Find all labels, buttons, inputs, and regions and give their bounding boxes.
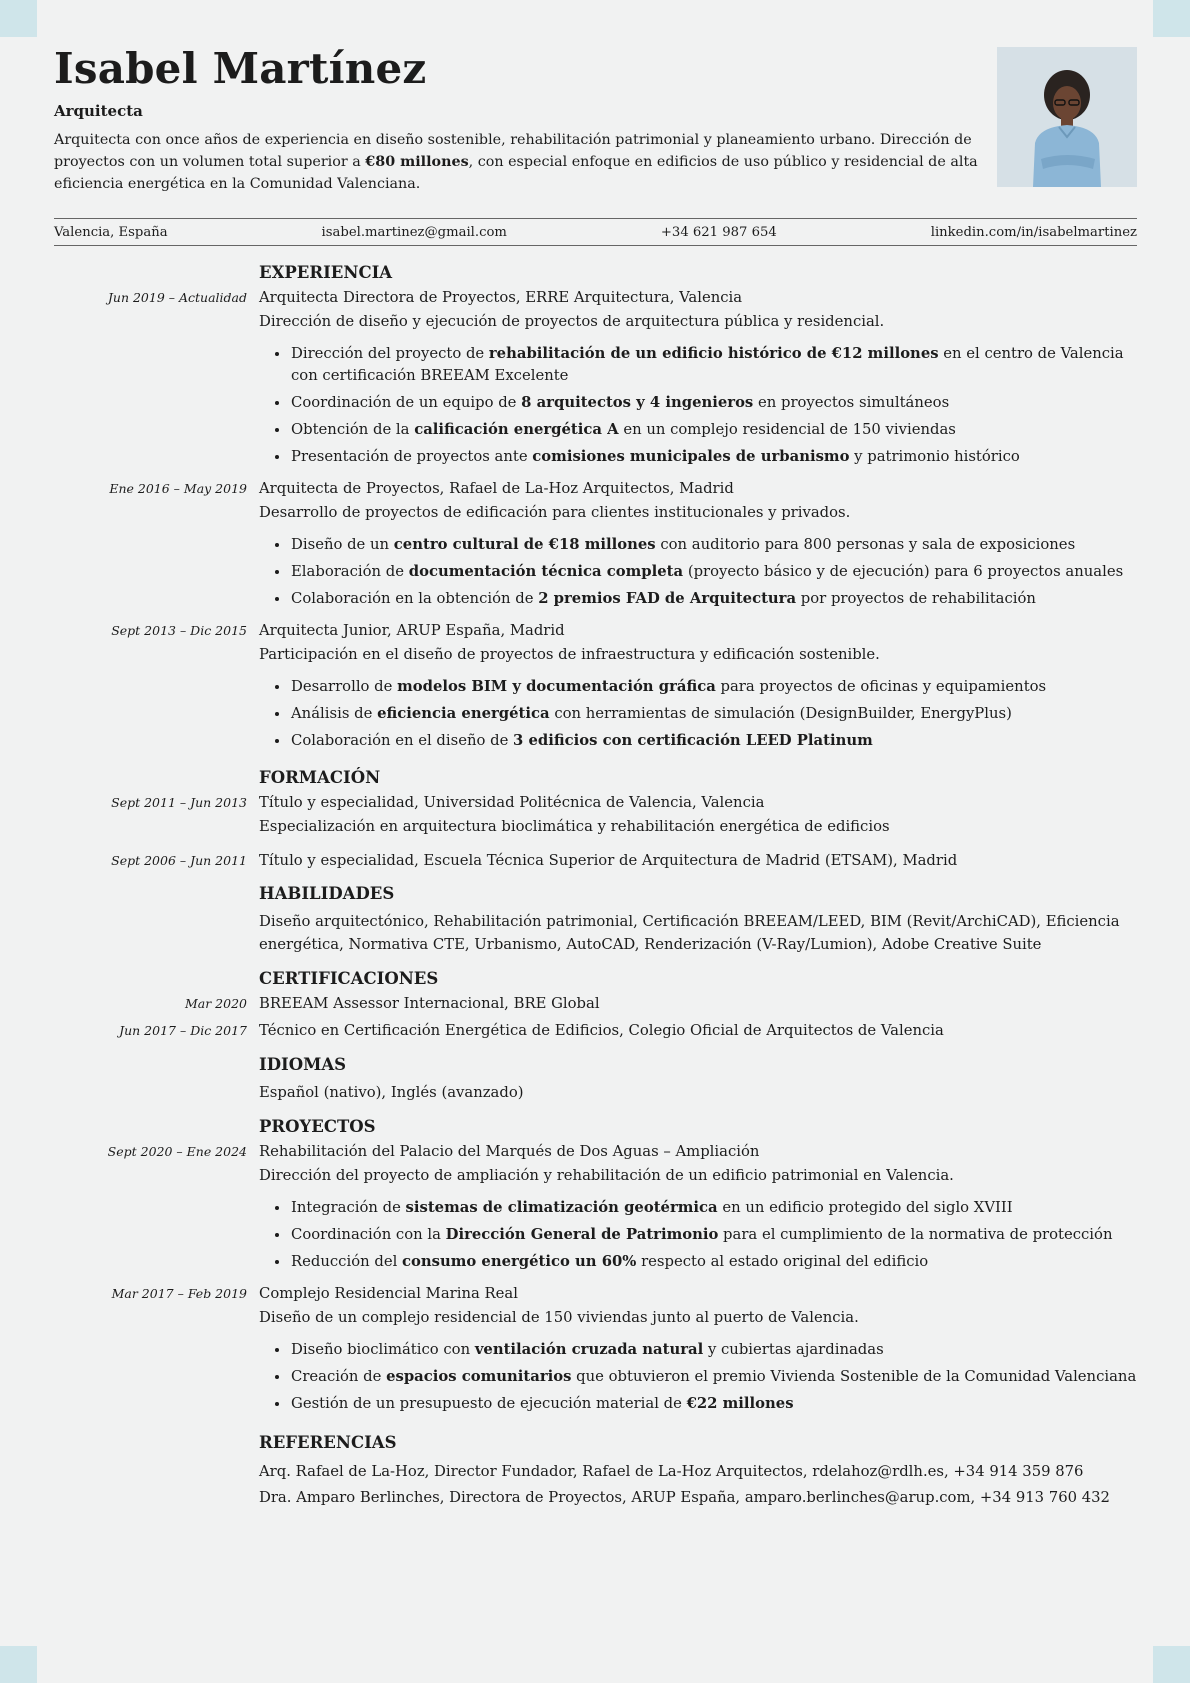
bullet-item	[290, 561, 1137, 583]
entry-description: Dirección de diseño y ejecución de proyectos de arquitectura pública y residencial.	[259, 313, 885, 330]
profile-photo	[997, 47, 1137, 187]
contact-linkedin[interactable]: linkedin.com/in/isabelmartinez	[930, 224, 1137, 240]
bullet-item	[290, 446, 1137, 468]
entry-date: Sept 2013 – Dic 2015	[111, 623, 247, 638]
corner-decoration	[0, 0, 37, 37]
entry-heading: Complejo Residencial Marina Real	[259, 1285, 518, 1302]
bullet-item	[290, 1393, 1137, 1415]
profile-summary	[54, 129, 979, 195]
corner-decoration	[1153, 1646, 1190, 1683]
bullet-item	[290, 419, 1137, 441]
education-section	[54, 765, 1137, 873]
entry-heading: BREEAM Assessor Internacional, BRE Global	[259, 995, 600, 1012]
education-list	[54, 791, 1137, 873]
text-run: Colaboración en el diseño de	[291, 732, 514, 749]
text-run: Desarrollo de	[291, 678, 398, 695]
contact-location: Valencia, España	[54, 224, 168, 240]
emphasis-text: €80 millones	[365, 154, 469, 170]
entry-heading: Título y especialidad, Universidad Politécnica de Valencia, Valencia	[259, 794, 765, 811]
emphasis-text: 2 premios FAD de Arquitectura	[538, 590, 797, 607]
text-run: Diseño bioclimático con	[291, 1341, 475, 1358]
text-run: en proyectos simultáneos	[753, 394, 950, 411]
certifications-section	[54, 966, 1137, 1043]
experience-section	[54, 260, 1137, 757]
bullet-item	[290, 676, 1137, 698]
emphasis-text: comisiones municipales de urbanismo	[532, 448, 850, 465]
bullet-item	[290, 1224, 1137, 1246]
contact-bar	[54, 218, 1137, 246]
projects-list	[54, 1140, 1137, 1420]
entry-item	[54, 477, 1137, 615]
contact-phone[interactable]: +34 621 987 654	[660, 224, 777, 240]
entry-date: Sept 2011 – Jun 2013	[111, 795, 247, 810]
text-run: para el cumplimiento de la normativa de protección	[718, 1226, 1113, 1243]
skills-section	[54, 881, 1137, 956]
entry-description: Diseño de un complejo residencial de 150 viviendas junto al puerto de Valencia.	[259, 1309, 859, 1326]
text-run: Creación de	[291, 1368, 387, 1385]
entry-content	[259, 286, 1137, 473]
text-run: , con especial enfoque en edificios de uso público y residencial de alta eficiencia energética en la Comunidad Valenciana.	[54, 154, 978, 192]
text-run: en un complejo residencial de 150 viviendas	[618, 421, 956, 438]
emphasis-text: consumo energético un 60%	[402, 1253, 637, 1270]
emphasis-text: ventilación cruzada natural	[474, 1341, 704, 1358]
entry-date: Ene 2016 – May 2019	[109, 481, 247, 496]
references-section	[54, 1430, 1137, 1511]
entry-item	[54, 1140, 1137, 1278]
text-run: Reducción del	[291, 1253, 403, 1270]
emphasis-text: eficiencia energética	[377, 705, 550, 722]
entry-content	[259, 619, 1137, 757]
emphasis-text: Dirección General de Patrimonio	[445, 1226, 719, 1243]
text-run: con herramientas de simulación (DesignBuilder, EnergyPlus)	[549, 705, 1012, 722]
bullet-item	[290, 1339, 1137, 1361]
text-run: Colaboración en la obtención de	[291, 590, 539, 607]
experience-list	[54, 286, 1137, 757]
text-run: en un edificio protegido del siglo XVIII	[717, 1199, 1013, 1216]
corner-decoration	[1153, 0, 1190, 37]
emphasis-text: centro cultural de €18 millones	[393, 536, 656, 553]
text-run: y patrimonio histórico	[849, 448, 1020, 465]
section-title-education: FORMACIÓN	[259, 768, 381, 787]
emphasis-text: sistemas de climatización geotérmica	[405, 1199, 718, 1216]
text-run: Diseño de un	[291, 536, 394, 553]
section-title-certifications: CERTIFICACIONES	[259, 969, 439, 988]
entry-content	[259, 477, 1137, 615]
entry-date: Sept 2006 – Jun 2011	[111, 853, 247, 868]
entry-content	[259, 1140, 1137, 1278]
entry-item	[54, 791, 1137, 839]
languages-section	[54, 1052, 1137, 1104]
projects-section	[54, 1114, 1137, 1420]
section-title-references: REFERENCIAS	[259, 1433, 397, 1452]
text-run: por proyectos de rehabilitación	[796, 590, 1036, 607]
text-run: Elaboración de	[291, 563, 409, 580]
entry-content	[259, 1282, 1137, 1420]
emphasis-text: espacios comunitarios	[386, 1368, 572, 1385]
entry-content	[259, 849, 1137, 873]
bullet-item	[290, 534, 1137, 556]
text-run: Dirección del proyecto de	[291, 345, 489, 362]
bullet-list	[259, 676, 1137, 752]
entry-description: Especialización en arquitectura bioclimática y rehabilitación energética de edificios	[259, 818, 890, 835]
text-run: Arquitecta con once años de experiencia en diseño sostenible, rehabilitación patrimonial y planeamiento urbano. Dirección de proyectos con un volumen total superior a	[54, 132, 972, 170]
entry-item	[54, 849, 1137, 873]
section-title-languages: IDIOMAS	[259, 1055, 347, 1074]
text-run: Integración de	[291, 1199, 406, 1216]
resume-body	[54, 260, 1137, 1511]
text-run: para proyectos de oficinas y equipamientos	[715, 678, 1047, 695]
skills-text: Diseño arquitectónico, Rehabilitación patrimonial, Certificación BREEAM/LEED, BIM (Revit/ArchiCAD), Eficiencia energética, Normativa CTE, Urbanismo, AutoCAD, Renderización (V-Ray/Lumion), Adobe Creative Suite	[259, 913, 1120, 953]
entry-item	[54, 1282, 1137, 1420]
text-run: respecto al estado original del edificio	[636, 1253, 929, 1270]
bullet-item	[290, 343, 1137, 387]
entry-heading: Arquitecta de Proyectos, Rafael de La-Hoz Arquitectos, Madrid	[259, 480, 734, 497]
emphasis-text: calificación energética A	[414, 421, 619, 438]
bullet-item	[290, 730, 1137, 752]
text-run: en el centro de Valencia con certificación BREEAM Excelente	[291, 345, 1124, 384]
bullet-item	[290, 1251, 1137, 1273]
resume-header	[54, 44, 978, 195]
candidate-role: Arquitecta	[54, 102, 143, 120]
corner-decoration	[0, 1646, 37, 1683]
entry-date: Jun 2017 – Dic 2017	[119, 1023, 247, 1038]
section-title-experience: EXPERIENCIA	[259, 263, 393, 282]
entry-heading: Arquitecta Junior, ARUP España, Madrid	[259, 622, 565, 639]
emphasis-text: 3 edificios con certificación LEED Platinum	[513, 732, 873, 749]
certifications-list	[54, 992, 1137, 1043]
entry-content	[259, 992, 1137, 1016]
candidate-name: Isabel Martínez	[54, 44, 427, 93]
bullet-item	[290, 1366, 1137, 1388]
entry-description: Dirección del proyecto de ampliación y rehabilitación de un edificio patrimonial en Valencia.	[259, 1167, 954, 1184]
text-run: Coordinación de un equipo de	[291, 394, 522, 411]
text-run: Obtención de la	[291, 421, 415, 438]
emphasis-text: 8 arquitectos y 4 ingenieros	[521, 394, 754, 411]
entry-item	[54, 992, 1137, 1016]
text-run: y cubiertas ajardinadas	[703, 1341, 884, 1358]
bullet-item	[290, 392, 1137, 414]
emphasis-text: €22 millones	[686, 1395, 794, 1412]
entry-heading: Título y especialidad, Escuela Técnica Superior de Arquitectura de Madrid (ETSAM), Madrid	[259, 852, 958, 869]
entry-content	[259, 1019, 1137, 1043]
text-run: Presentación de proyectos ante	[291, 448, 533, 465]
entry-item	[54, 1019, 1137, 1043]
section-title-projects: PROYECTOS	[259, 1117, 376, 1136]
text-run: con auditorio para 800 personas y sala de exposiciones	[655, 536, 1076, 553]
text-run: Coordinación con la	[291, 1226, 446, 1243]
person-photo-icon	[997, 47, 1137, 187]
text-run: Análisis de	[291, 705, 378, 722]
entry-date: Jun 2019 – Actualidad	[107, 290, 247, 305]
entry-item	[54, 286, 1137, 473]
text-run: que obtuvieron el premio Vivienda Sostenible de la Comunidad Valenciana	[571, 1368, 1137, 1385]
entry-description: Desarrollo de proyectos de edificación para clientes institucionales y privados.	[259, 504, 851, 521]
emphasis-text: rehabilitación de un edificio histórico de €12 millones	[488, 345, 939, 362]
bullet-item	[290, 703, 1137, 725]
contact-email[interactable]: isabel.martinez@gmail.com	[321, 224, 507, 240]
bullet-list	[259, 1339, 1137, 1415]
bullet-item	[290, 1197, 1137, 1219]
entry-date: Sept 2020 – Ene 2024	[107, 1144, 247, 1159]
bullet-list	[259, 1197, 1137, 1273]
emphasis-text: documentación técnica completa	[408, 563, 684, 580]
entry-description: Participación en el diseño de proyectos de infraestructura y edificación sostenible.	[259, 646, 880, 663]
reference-item: Dra. Amparo Berlinches, Directora de Proyectos, ARUP España, amparo.berlinches@arup.com, +34 913 760 432	[259, 1489, 1110, 1506]
entry-date: Mar 2020	[184, 996, 247, 1011]
entry-item	[54, 619, 1137, 757]
entry-heading: Técnico en Certificación Energética de Edificios, Colegio Oficial de Arquitectos de Valencia	[259, 1022, 944, 1039]
section-title-skills: HABILIDADES	[259, 884, 395, 903]
entry-heading: Rehabilitación del Palacio del Marqués de Dos Aguas – Ampliación	[259, 1143, 760, 1160]
reference-item: Arq. Rafael de La-Hoz, Director Fundador, Rafael de La-Hoz Arquitectos, rdelahoz@rdlh.es, +34 914 359 876	[259, 1463, 1084, 1480]
languages-text: Español (nativo), Inglés (avanzado)	[259, 1084, 524, 1101]
bullet-list	[259, 534, 1137, 610]
bullet-list	[259, 343, 1137, 468]
bullet-item	[290, 588, 1137, 610]
entry-date: Mar 2017 – Feb 2019	[111, 1286, 247, 1301]
entry-heading: Arquitecta Directora de Proyectos, ERRE Arquitectura, Valencia	[259, 289, 743, 306]
text-run: (proyecto básico y de ejecución) para 6 proyectos anuales	[683, 563, 1124, 580]
emphasis-text: modelos BIM y documentación gráfica	[397, 678, 716, 695]
text-run: Gestión de un presupuesto de ejecución material de	[291, 1395, 687, 1412]
entry-content	[259, 791, 1137, 839]
references-list	[54, 1459, 1137, 1511]
